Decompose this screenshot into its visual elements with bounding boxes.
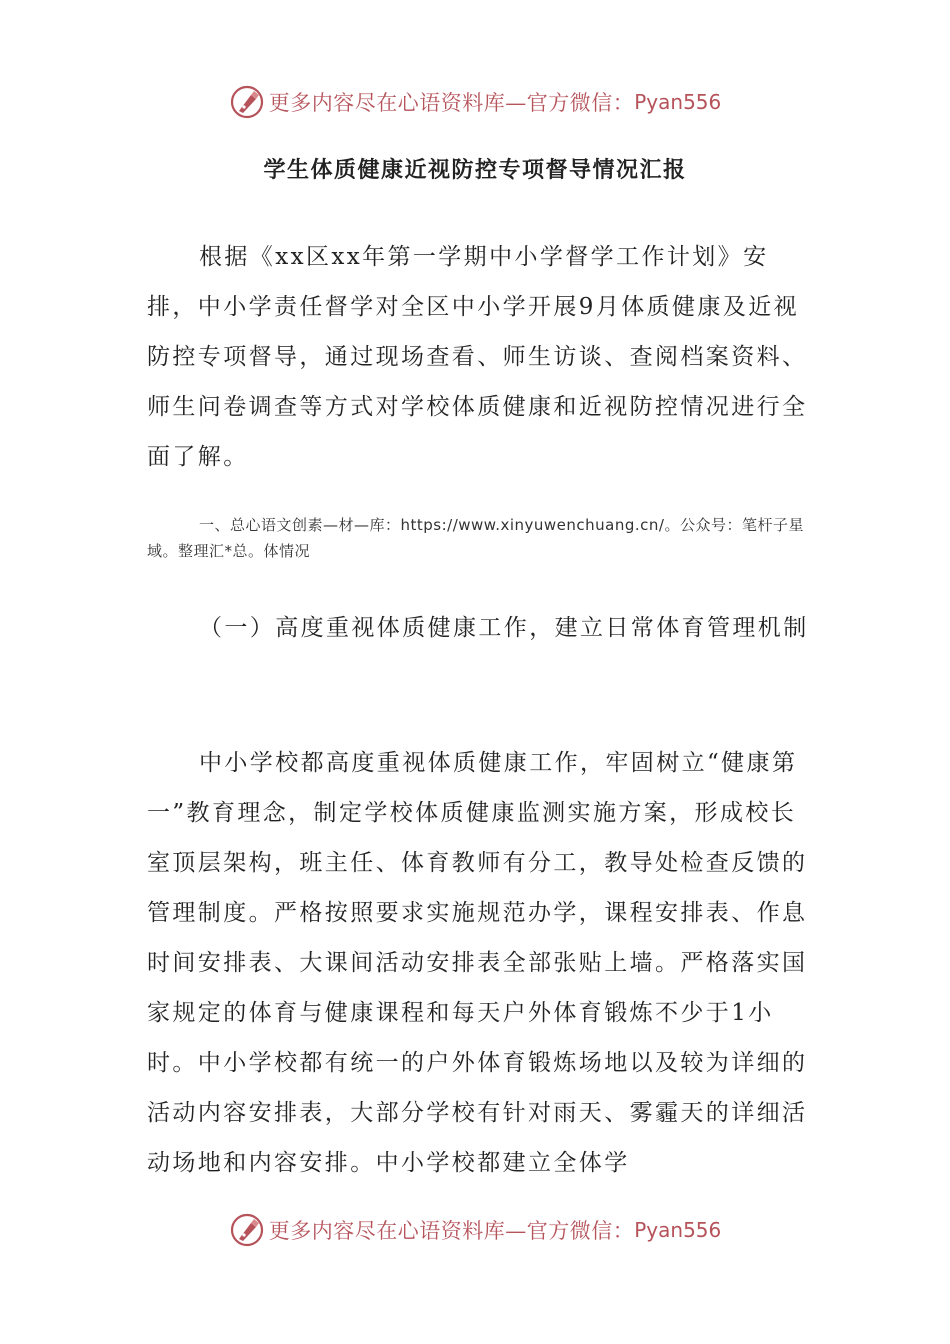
- pen-nib-logo-icon: [229, 84, 265, 120]
- header-watermark-banner: [0, 82, 950, 122]
- section-heading: （一）高度重视体质健康工作，建立日常体育管理机制: [199, 615, 809, 641]
- intro-paragraph: 根据《xx区xx年第一学期中小学督学工作计划》安排，中小学责任督学对全区中小学开展9月体质健康及近视防控专项督导，通过现场查看、师生访谈、查阅档案资料、师生问卷调查等方式对学校体质健康和近视防控情况进行全面了解。: [147, 244, 808, 470]
- footer-watermark-banner: [0, 1210, 950, 1250]
- page-title: 学生体质健康近视防控专项督导情况汇报: [263, 158, 687, 183]
- watermark-wechat-id: Pyan556: [634, 90, 722, 114]
- watermark-wechat-id: Pyan556: [634, 1218, 722, 1242]
- pen-nib-logo-icon: [229, 1212, 265, 1248]
- watermark-text: 更多内容尽在心语资料库—官方微信：: [268, 91, 635, 115]
- section-note: 一、总心语文创素—材—库：https://www.xinyuwenchuang.cn/。公众号：笔杆子星域。整理汇*总。体情况: [147, 516, 804, 560]
- body-paragraph: 中小学校都高度重视体质健康工作，牢固树立“健康第一”教育理念，制定学校体质健康监测实施方案，形成校长室顶层架构，班主任、体育教师有分工，教导处检查反馈的管理制度。严格按照要求实施规范办学，课程安排表、作息时间安排表、大课间活动安排表全部张贴上墙。严格落实国家规定的体育与健康课程和每天户外体育锻炼不少于1小时。中小学校都有统一的户外体育锻炼场地以及较为详细的活动内容安排表，大部分学校有针对雨天、雾霾天的详细活动场地和内容安排。中小学校都建立全体学: [147, 750, 808, 1176]
- watermark-text: 更多内容尽在心语资料库—官方微信：: [268, 1219, 635, 1243]
